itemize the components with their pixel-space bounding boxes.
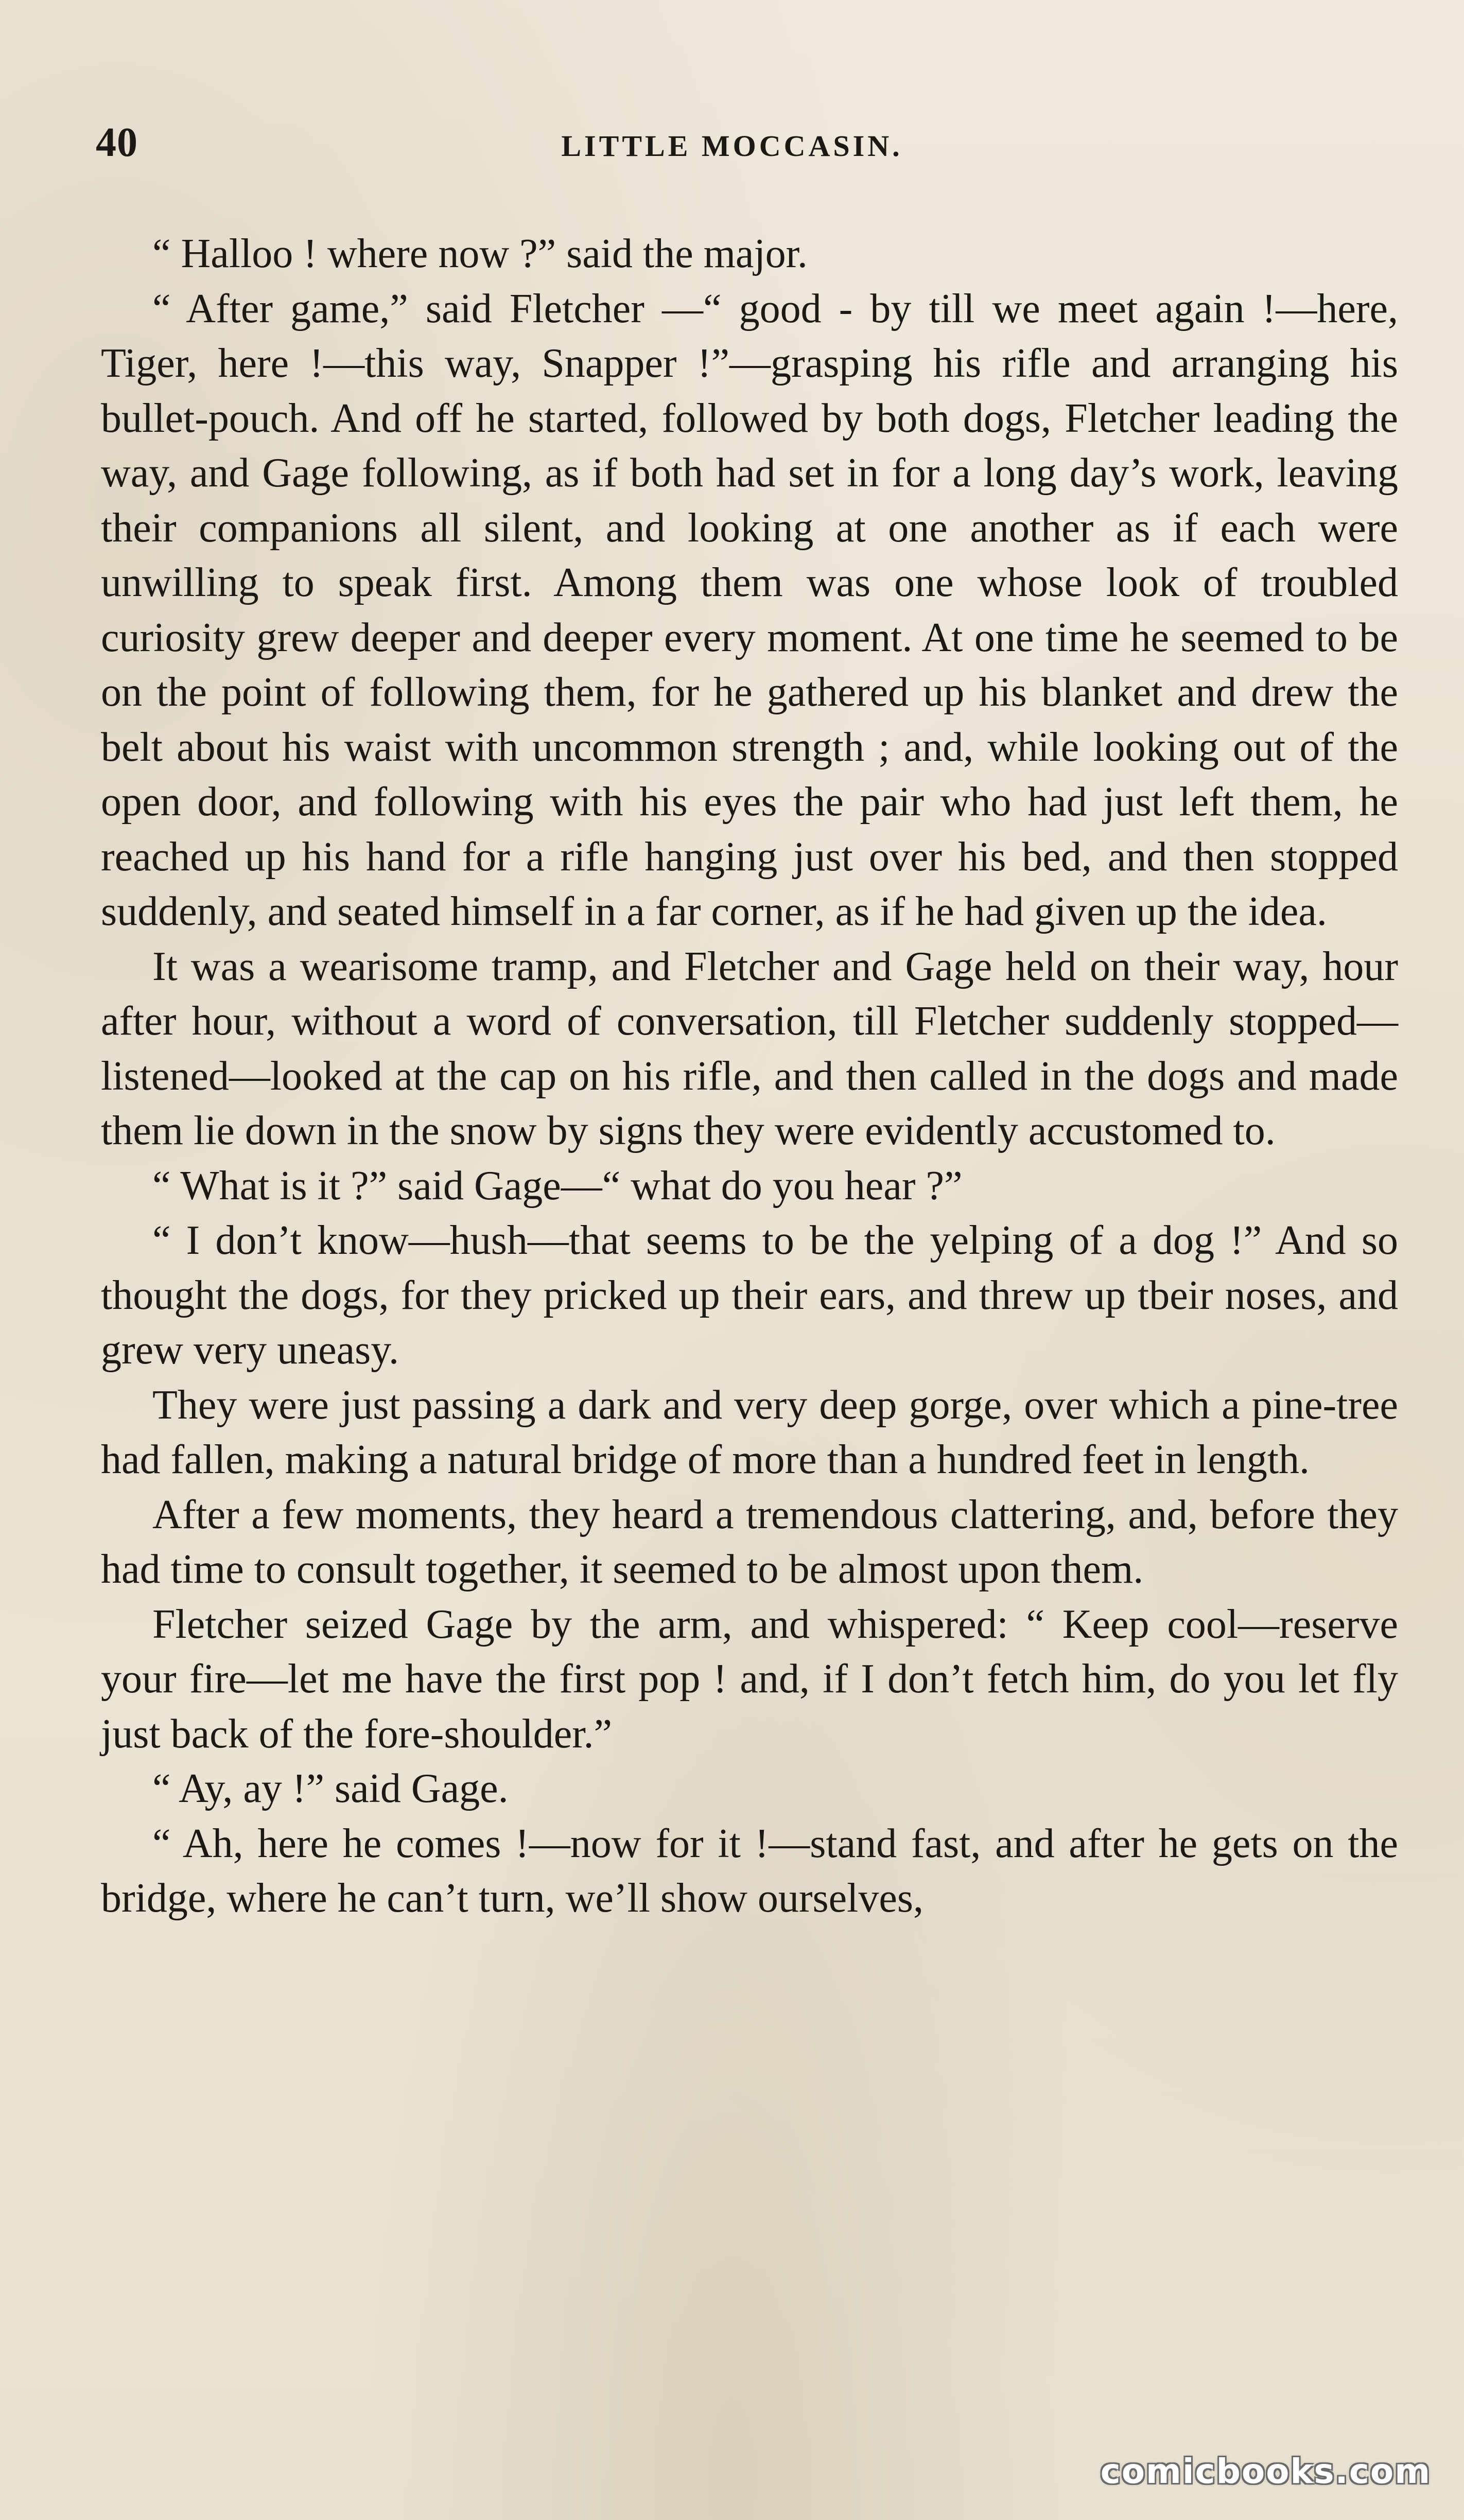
paragraph: After a few moments, they heard a tremendous clattering, and, before they had time to consult together, it seemed to be almost upon them.: [101, 1492, 1398, 1592]
paragraph: “ Ah, here he comes !—now for it !—stand fast, and after he gets on the bridge, where he can’t turn, we’ll show ourselves,: [101, 1821, 1398, 1921]
paragraph: “ After game,” said Fletcher —“ good - by till we meet again !—here, Tiger, here !—this way, Snapper !”—grasping his rifle and arranging his bullet-pouch. And off he started, followed by both dogs, Fletcher leading the way, and Gage following, as if both had set in for a long day’s work, leaving their companions all silent, and looking at one another as if each were unwilling to speak first. Among them was one whose look of troubled curiosity grew deeper and deeper every moment. At one time he seemed to be on the point of following them, for he gathered up his blanket and drew the belt about his waist with uncommon strength ; and, while looking out of the open door, and following with his eyes the pair who had just left them, he reached up his hand for a rifle hanging just over his bed, and then stopped suddenly, and seated himself in a far corner, as if he had given up the idea.: [101, 286, 1398, 934]
paragraph: They were just passing a dark and very deep gorge, over which a pine-tree had fallen, making a natural bridge of more than a hundred feet in length.: [101, 1382, 1398, 1482]
watermark-logo: comicbooks.com: [1100, 2452, 1431, 2491]
paragraph: “ What is it ?” said Gage—“ what do you hear ?”: [152, 1163, 963, 1209]
running-head: LITTLE MOCCASIN.: [561, 129, 903, 163]
paragraph: “ Halloo ! where now ?” said the major.: [152, 231, 808, 276]
paragraph: It was a wearisome tramp, and Fletcher and Gage held on their way, hour after hour, without a word of conversation, till Fletcher suddenly stopped—listened—looked at the cap on his rifle, and then called in the dogs and made them lie down in the snow by signs they were evidently accustomed to.: [101, 943, 1398, 1153]
paragraph: “ Ay, ay !” said Gage.: [152, 1766, 509, 1811]
body-text: [101, 226, 1398, 1926]
paragraph: “ I don’t know—hush—that seems to be the yelping of a dog !” And so thought the dogs, for they pricked up their ears, and threw up tbeir noses, and grew very uneasy.: [101, 1218, 1398, 1373]
page-number: 40: [96, 120, 138, 165]
paragraph: Fletcher seized Gage by the arm, and whispered: “ Keep cool—reserve your fire—let me have the first pop ! and, if I don’t fetch him, do you let fly just back of the fore-shoulder.”: [101, 1601, 1398, 1757]
